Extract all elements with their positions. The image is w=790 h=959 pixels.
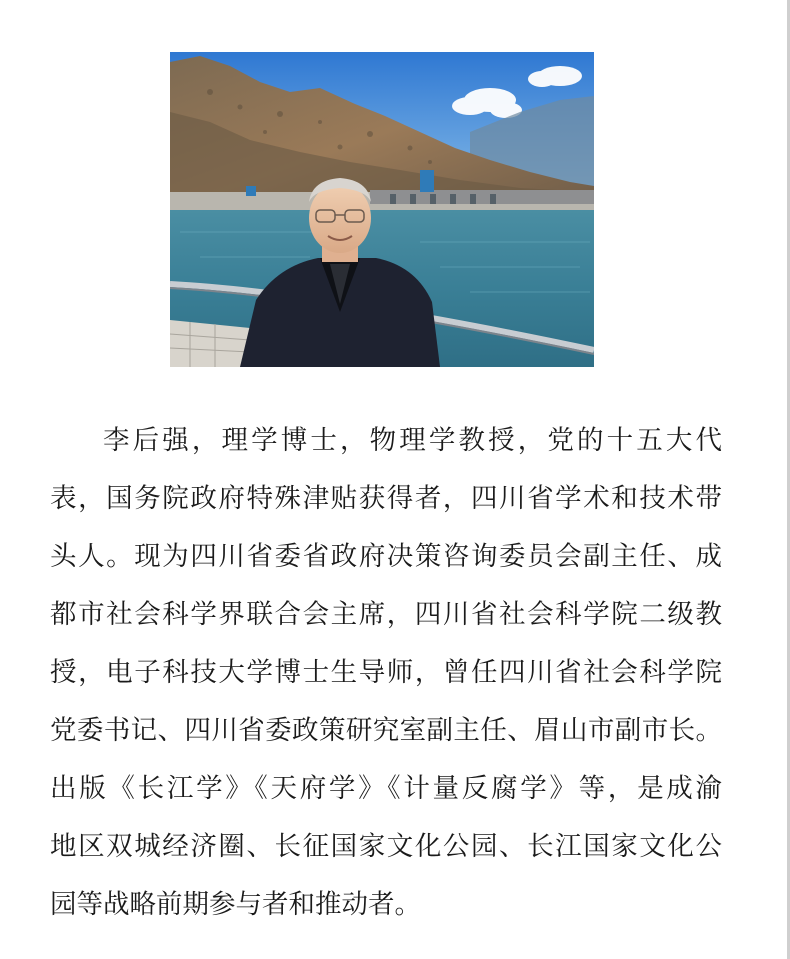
bio-line: 表，国务院政府特殊津贴获得者，四川省学术和技术带 (50, 483, 722, 514)
biography-text (50, 412, 722, 934)
bio-line: 园等战略前期参与者和推动者。 (50, 889, 421, 920)
bio-line: 出版《长江学》《天府学》《计量反腐学》等，是成渝 (50, 773, 722, 804)
bio-line: 党委书记、四川省委政策研究室副主任、眉山市副市长。 (50, 715, 722, 746)
bio-line: 李后强，理学博士，物理学教授，党的十五大代 (103, 425, 722, 456)
bio-line: 地区双城经济圈、长征国家文化公园、长江国家文化公 (50, 831, 722, 862)
bio-line: 都市社会科学界联合会主席，四川省社会科学院二级教 (50, 599, 722, 630)
bio-line: 授，电子科技大学博士生导师，曾任四川省社会科学院 (50, 657, 722, 688)
bio-line: 头人。现为四川省委省政府决策咨询委员会副主任、成 (50, 541, 722, 572)
portrait-photo (170, 52, 594, 367)
